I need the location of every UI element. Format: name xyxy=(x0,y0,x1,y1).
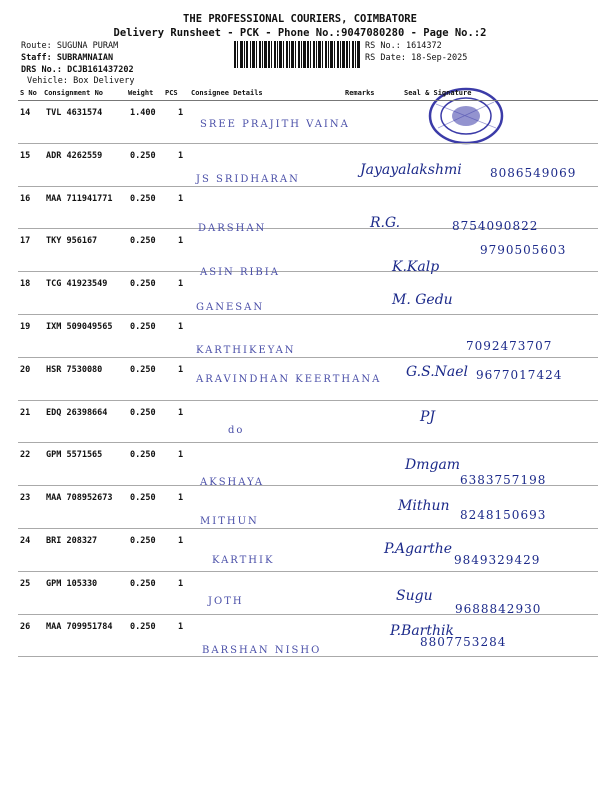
row-phone-handwritten: 7092473707 xyxy=(466,338,553,353)
table-row xyxy=(18,443,598,489)
route-value: SUGUNA PURAM xyxy=(56,41,119,51)
row-signature: R.G. xyxy=(370,214,401,231)
rs-no-value: 1614372 xyxy=(405,41,442,51)
row-phone-handwritten: 6383757198 xyxy=(460,473,547,488)
row-weight: 0.250 xyxy=(130,279,156,290)
row-sno: 24 xyxy=(20,535,31,546)
row-phone-handwritten: 9790505603 xyxy=(480,243,567,258)
row-weight: 0.250 xyxy=(130,236,156,247)
table-row xyxy=(18,229,598,279)
header-consignment: Consignment No xyxy=(44,89,104,97)
row-consignment: MAA 708952673 xyxy=(46,493,113,504)
row-phone-handwritten: 8807753284 xyxy=(420,634,507,649)
row-consignee-handwritten: DARSHAN xyxy=(198,222,267,234)
row-consignment: TVL 4631574 xyxy=(46,108,103,118)
vehicle-value: Box Delivery xyxy=(73,76,135,86)
drs-label: DRS No.: xyxy=(21,65,62,75)
table-row xyxy=(18,572,598,615)
row-consignee-handwritten: JS SRIDHARAN xyxy=(196,173,300,185)
page-title: THE PROFESSIONAL COURIERS, COIMBATORE xyxy=(183,13,417,25)
row-consignee-handwritten: BARSHAN NISHO xyxy=(202,644,322,656)
header-consignee: Consignee Details xyxy=(191,89,263,97)
header-remarks: Remarks xyxy=(345,89,375,97)
row-pcs: 1 xyxy=(178,578,184,589)
row-sno: 18 xyxy=(20,279,31,290)
row-consignee-handwritten: do xyxy=(228,424,245,436)
rs-no-line xyxy=(365,41,442,51)
row-signature: P.Barthik xyxy=(390,622,454,639)
row-consignment: HSR 7530080 xyxy=(46,364,103,375)
row-pcs: 1 xyxy=(178,108,184,118)
table-row xyxy=(18,272,598,315)
row-signature: Dmgam xyxy=(405,457,461,474)
barcode-icon xyxy=(234,41,360,68)
table-row xyxy=(18,529,598,572)
drs-value: DCJB161437202 xyxy=(67,65,134,75)
row-consignee-handwritten: MITHUN xyxy=(200,516,259,528)
row-pcs: 1 xyxy=(178,236,184,247)
row-weight: 0.250 xyxy=(130,535,156,546)
row-consignee-handwritten: GANESAN xyxy=(196,302,265,314)
runsheet-table xyxy=(18,88,598,657)
row-consignee-handwritten: JOTH xyxy=(208,595,244,607)
row-weight: 0.250 xyxy=(130,321,156,332)
row-consignee-handwritten: KARTHIK xyxy=(212,554,275,566)
row-phone-handwritten: 9688842930 xyxy=(455,601,542,616)
row-consignment: GPM 105330 xyxy=(46,578,98,589)
row-sno: 17 xyxy=(20,236,31,247)
page-subtitle: Delivery Runsheet - PCK - Phone No.:9047080280 - Page No.:2 xyxy=(113,27,487,39)
rs-date-line xyxy=(365,53,467,63)
row-pcs: 1 xyxy=(178,364,184,375)
row-sno: 26 xyxy=(20,621,31,632)
drs-line xyxy=(21,65,134,75)
staff-line xyxy=(21,53,113,63)
row-sno: 22 xyxy=(20,450,31,461)
table-row xyxy=(18,486,598,529)
row-phone-handwritten: 8248150693 xyxy=(460,508,547,523)
header-seal-signature: Seal & Signature xyxy=(404,89,472,97)
staff-value: SUBRAMNAIAN xyxy=(56,53,114,63)
row-sno: 16 xyxy=(20,193,31,204)
row-signature: Jayayalakshmi xyxy=(360,161,462,178)
row-signature: Sugu xyxy=(396,587,433,604)
row-pcs: 1 xyxy=(178,321,184,332)
row-consignment: EDQ 26398664 xyxy=(46,407,108,418)
row-pcs: 1 xyxy=(178,193,184,204)
row-consignment: IXM 509049565 xyxy=(46,321,113,332)
row-consignee-handwritten: SREE PRAJITH VAINA xyxy=(200,119,350,130)
row-consignment: MAA 709951784 xyxy=(46,621,113,632)
table-row xyxy=(18,101,598,144)
row-signature: M. Gedu xyxy=(392,292,453,309)
header-pcs: PCS xyxy=(165,89,178,97)
row-pcs: 1 xyxy=(178,407,184,418)
row-weight: 0.250 xyxy=(130,493,156,504)
row-signature: Mithun xyxy=(398,498,450,515)
row-consignment: BRI 208327 xyxy=(46,535,98,546)
table-row xyxy=(18,144,598,187)
row-weight: 0.250 xyxy=(130,578,156,589)
row-sno: 25 xyxy=(20,578,31,589)
row-consignment: TCG 41923549 xyxy=(46,279,108,290)
row-sno: 20 xyxy=(20,364,31,375)
vehicle-line xyxy=(27,76,135,86)
row-consignee-handwritten: ARAVINDHAN KEERTHANA xyxy=(196,373,382,385)
table-row xyxy=(18,401,598,444)
route-label: Route: xyxy=(21,41,52,51)
row-pcs: 1 xyxy=(178,279,184,290)
row-consignment: MAA 711941771 xyxy=(46,193,113,204)
table-row xyxy=(18,358,598,401)
route-line xyxy=(21,41,118,51)
row-sno: 15 xyxy=(20,150,31,161)
row-signature: P.Agarthe xyxy=(384,540,453,557)
row-phone-handwritten: 9677017424 xyxy=(476,367,563,382)
row-pcs: 1 xyxy=(178,621,184,632)
row-weight: 0.250 xyxy=(130,193,156,204)
table-row xyxy=(18,187,598,234)
row-consignment: TKY 956167 xyxy=(46,236,98,247)
row-signature: PJ xyxy=(420,408,436,425)
table-row xyxy=(18,315,598,358)
row-sno: 19 xyxy=(20,321,31,332)
row-phone-handwritten: 8086549069 xyxy=(490,165,577,180)
rs-no-label: RS No.: xyxy=(365,41,401,51)
row-phone-handwritten: 8754090822 xyxy=(452,218,539,233)
header-weight: Weight xyxy=(128,89,154,97)
row-sno: 21 xyxy=(20,407,31,418)
row-pcs: 1 xyxy=(178,493,184,504)
row-consignee-handwritten: AKSHAYA xyxy=(200,477,265,489)
row-signature: K.Kalp xyxy=(392,259,440,276)
row-consignment: ADR 4262559 xyxy=(46,150,103,161)
row-signature: G.S.Nael xyxy=(406,363,469,380)
row-consignee-handwritten: KARTHIKEYAN xyxy=(196,344,296,356)
row-weight: 0.250 xyxy=(130,150,156,161)
header-sno: S No xyxy=(20,89,37,97)
vehicle-label: Vehicle: xyxy=(27,76,68,86)
rs-date-value: 18-Sep-2025 xyxy=(411,53,468,63)
row-weight: 1.400 xyxy=(130,108,156,118)
row-sno: 23 xyxy=(20,493,31,504)
row-weight: 0.250 xyxy=(130,450,156,461)
staff-label: Staff: xyxy=(21,53,52,63)
row-weight: 0.250 xyxy=(130,364,156,375)
row-phone-handwritten: 9849329429 xyxy=(454,552,541,567)
row-pcs: 1 xyxy=(178,535,184,546)
row-weight: 0.250 xyxy=(130,407,156,418)
table-row xyxy=(18,615,598,658)
table-header xyxy=(18,88,598,101)
row-sno: 14 xyxy=(20,108,31,118)
rs-date-label: RS Date: xyxy=(365,53,406,63)
row-consignee-handwritten: ASIN RIBIA xyxy=(200,267,280,279)
row-pcs: 1 xyxy=(178,450,184,461)
row-consignment: GPM 5571565 xyxy=(46,450,103,461)
row-weight: 0.250 xyxy=(130,621,156,632)
row-pcs: 1 xyxy=(178,150,184,161)
